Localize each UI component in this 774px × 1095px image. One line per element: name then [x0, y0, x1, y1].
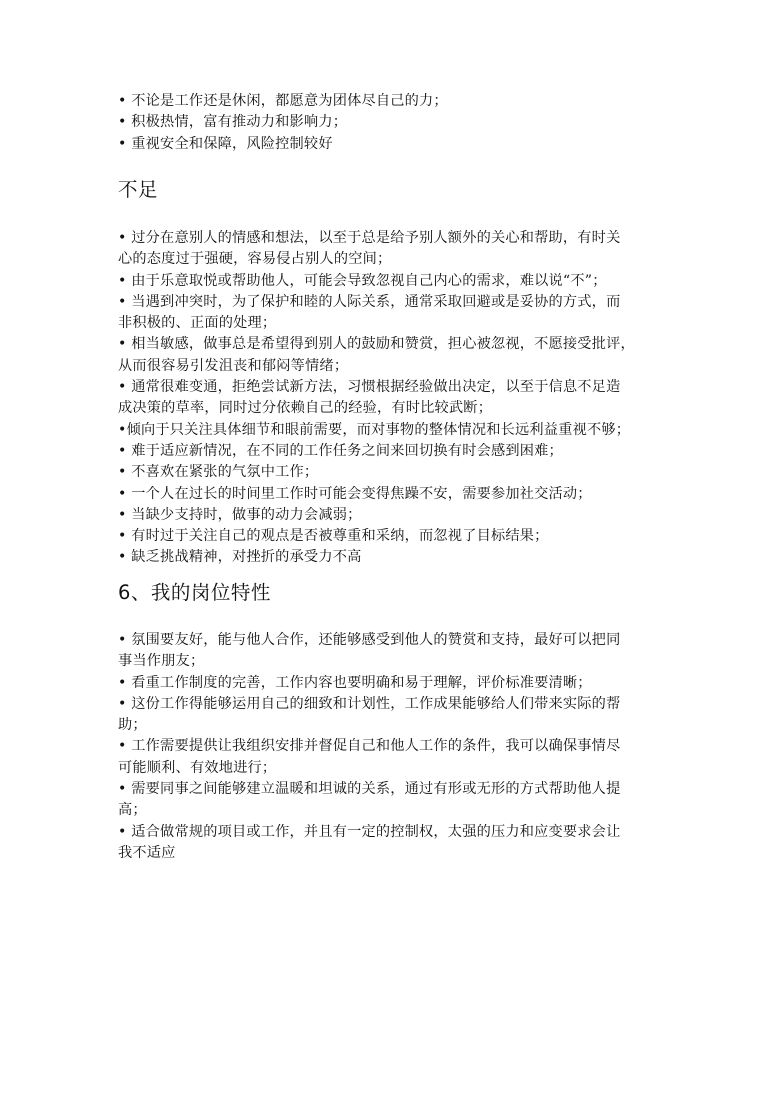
list-item: •倾向于只关注具体细节和眼前需要，而对事物的整体情况和长远利益重视不够；: [118, 421, 631, 438]
list-item: • 当缺少支持时，做事的动力会减弱；: [118, 506, 362, 523]
list-item: • 由于乐意取悦或帮助他人，可能会导致忽视自己内心的需求，难以说“不”；: [118, 272, 607, 289]
list-item: • 难于适应新情况，在不同的工作任务之间来回切换有时会感到困难；: [118, 442, 563, 459]
list-item-continued: 从而很容易引发沮丧和郁闷等情绪；: [118, 357, 349, 374]
list-item: • 不喜欢在紧张的气氛中工作；: [118, 464, 319, 481]
weakness-list: [118, 228, 688, 569]
list-item: • 相当敏感，做事总是希望得到别人的鼓励和赞赏，担心被忽视，不愿接受批评，: [118, 336, 635, 353]
list-item: • 积极热情，富有推动力和影响力；: [118, 114, 348, 131]
list-item: • 需要同事之间能够建立温暖和坦诚的关系，通过有形或无形的方式帮助他人提: [118, 781, 621, 798]
list-item-continued: 心的态度过于强硬，容易侵占别人的空间；: [118, 251, 392, 268]
list-item: • 适合做常规的项目或工作，并且有一定的控制权，太强的压力和应变要求会让: [118, 823, 621, 840]
list-item: • 这份工作得能够运用自己的细致和计划性，工作成果能够给人们带来实际的帮: [118, 695, 621, 712]
strengths-list-continued: [118, 91, 688, 155]
list-item: • 过分在意别人的情感和想法，以至于总是给予别人额外的关心和帮助，有时关: [118, 230, 621, 246]
list-item: • 有时过于关注自己的观点是否被尊重和采纳，而忽视了目标结果；: [118, 528, 549, 545]
list-item: • 看重工作制度的完善，工作内容也要明确和易于理解，评价标准要清晰；: [118, 674, 592, 691]
weakness-heading: 不足: [118, 178, 159, 201]
list-item-continued: 非积极的、正面的处理；: [118, 315, 277, 332]
list-item-continued: 我不适应: [118, 844, 176, 861]
list-item: • 氛围要友好，能与他人合作，还能够感受到他人的赞赏和支持，最好可以把同: [118, 632, 621, 648]
list-item: • 一个人在过长的时间里工作时可能会变得焦躁不安，需要参加社交活动；: [118, 485, 592, 502]
list-item-continued: 可能顺利、有效地进行；: [118, 759, 277, 776]
list-item-continued: 事当作朋友；: [118, 653, 205, 670]
list-item: • 不论是工作还是休闲，都愿意为团体尽自己的力；: [118, 93, 448, 109]
list-item: • 通常很难变通，拒绝尝试新方法，习惯根据经验做出决定，以至于信息不足造: [118, 379, 621, 396]
list-item: • 工作需要提供让我组织安排并督促自己和他人工作的条件，我可以确保事情尽: [118, 738, 621, 755]
list-item-continued: 成决策的草率，同时过分依赖自己的经验，有时比较武断；: [118, 400, 493, 417]
list-item: • 缺乏挑战精神，对挫折的承受力不高: [118, 549, 362, 566]
job-traits-list: [118, 630, 688, 864]
list-item: • 当遇到冲突时，为了保护和睦的人际关系，通常采取回避或是妥协的方式，而: [118, 293, 621, 310]
job-traits-heading: 6、我的岗位特性: [118, 581, 271, 604]
list-item-continued: 高；: [118, 802, 147, 819]
list-item-continued: 助；: [118, 717, 147, 734]
list-item: • 重视安全和保障，风险控制较好: [118, 135, 333, 152]
